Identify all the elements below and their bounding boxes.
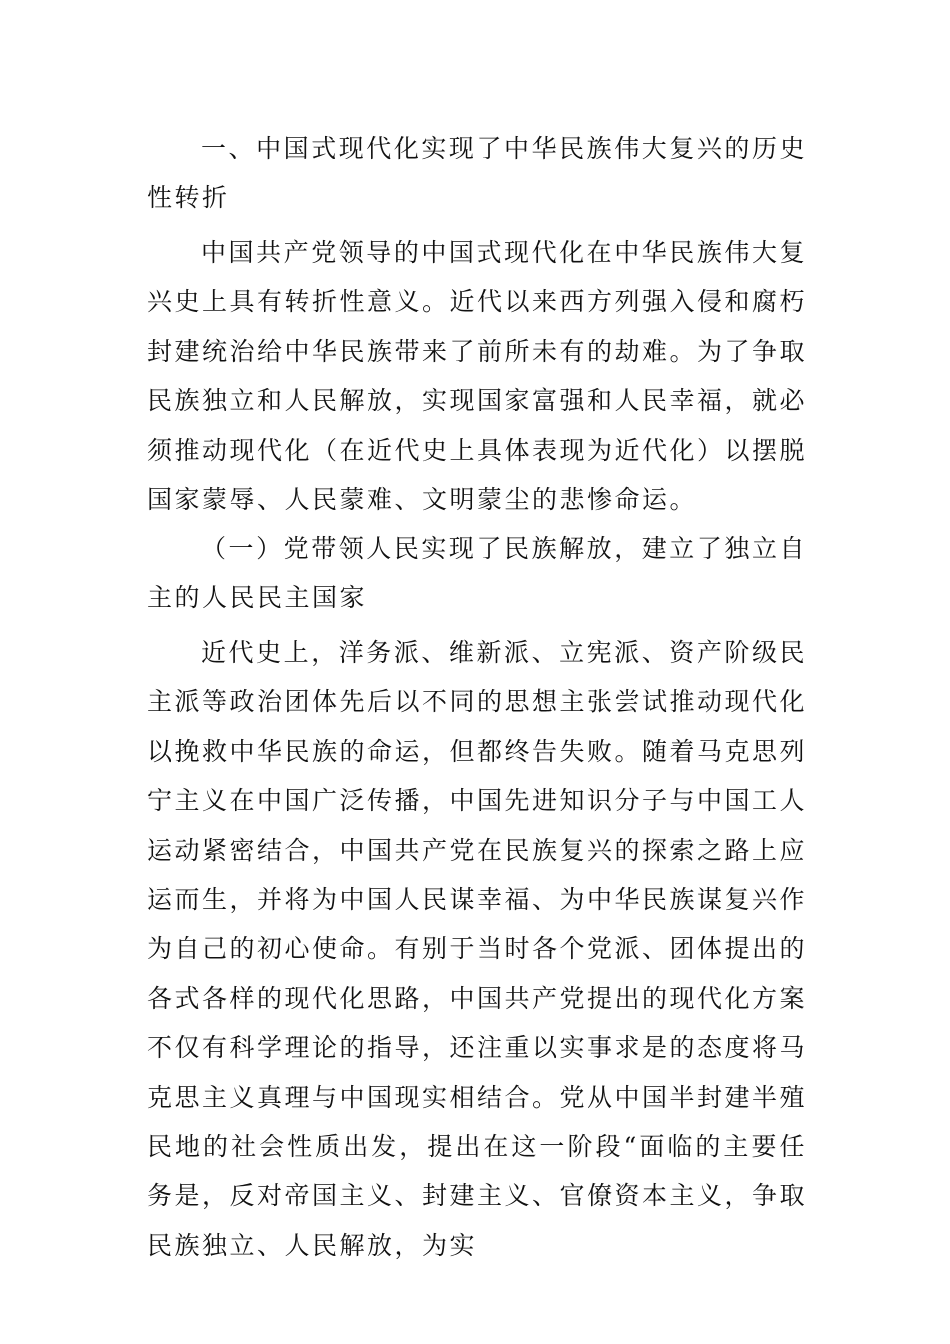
subsection-heading: （一）党带领人民实现了民族解放，建立了独立自主的人民民主国家 [147, 534, 807, 613]
body-paragraph: 中国共产党领导的中国式现代化在中华民族伟大复兴史上具有转折性意义。近代以来西方列强入侵和腐朽封建统治给中华民族带来了前所未有的劫难。为了争取民族独立和人民解放，实现国家富强和人民幸福，就必须推动现代化（在近代史上具体表现为近代化）以摆脱国家蒙辱、人民蒙难、文明蒙尘的悲惨命运。 [147, 238, 808, 515]
body-paragraph: 近代史上，洋务派、维新派、立宪派、资产阶级民主派等政治团体先后以不同的思想主张尝试推动现代化以挽救中华民族的命运，但都终告失败。随着马克思列宁主义在中国广泛传播，中国先进知识分子与中国工人运动紧密结合，中国共产党在民族复兴的探索之路上应运而生，并将为中国人民谋幸福、为中华民族谋复兴作为自己的初心使命。有别于当时各个党派、团体提出的各式各样的现代化思路，中国共产党提出的现代化方案不仅有科学理论的指导，还注重以实事求是的态度将马克思主义真理与中国现实相结合。党从中国半封建半殖民地的社会性质出发，提出在这一阶段“面临的主要任务是，反对帝国主义、封建主义、官僚资本主义，争取民族独立、人民解放，为实 [147, 638, 808, 1260]
section-heading: 一、中国式现代化实现了中华民族伟大复兴的历史性转折 [147, 134, 807, 213]
